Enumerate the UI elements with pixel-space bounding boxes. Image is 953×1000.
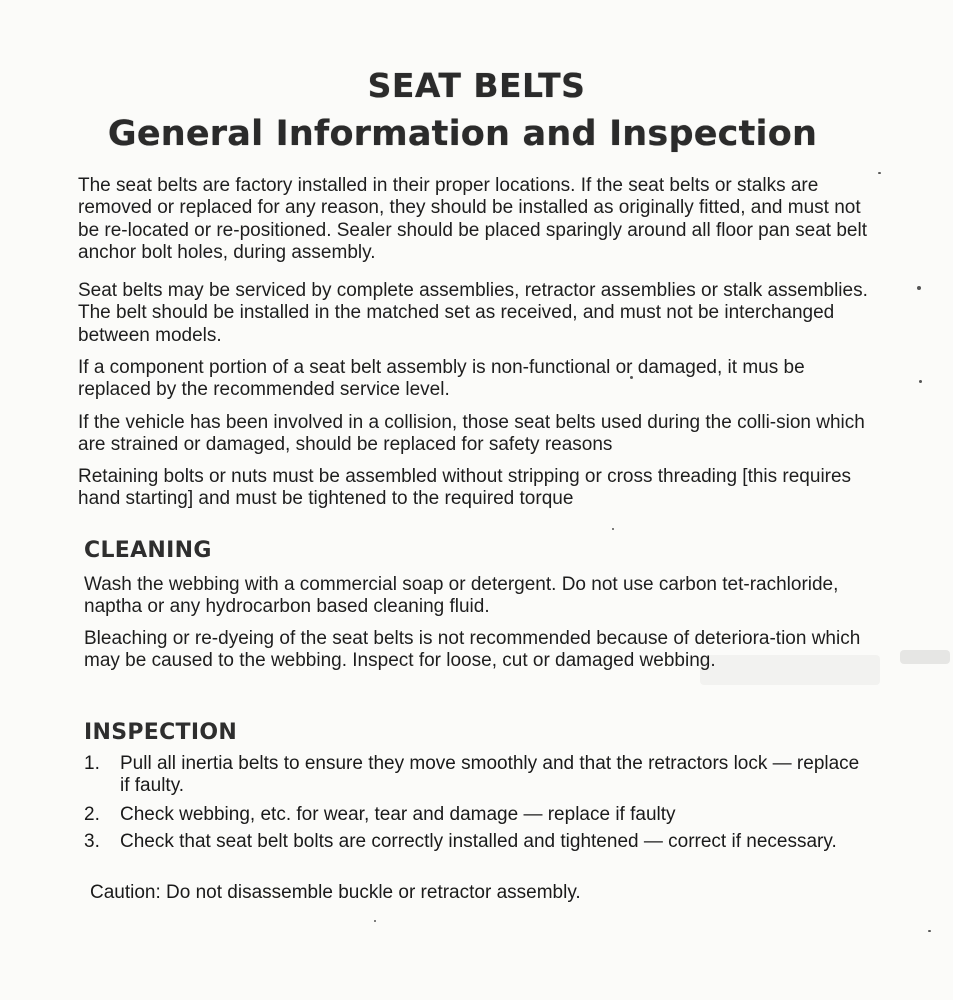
inspection-heading: INSPECTION — [84, 720, 238, 745]
intro-paragraph-2: Seat belts may be serviced by complete assemblies, retractor assemblies or stalk assemblies. The belt should be installed in the matched set as received, and must not be interchanged between models. — [78, 280, 868, 346]
cleaning-heading: CLEANING — [84, 538, 212, 563]
scan-speck — [612, 528, 614, 530]
intro-paragraph-3: If a component portion of a seat belt assembly is non-functional or damaged, it mus be replaced by the recommended service level. — [78, 357, 805, 401]
intro-paragraph-1: The seat belts are factory installed in their proper locations. If the seat belts or stalks are removed or replaced for any reason, they should be installed as originally fitted, and must not be re-located or re-positioned. Sealer should be placed sparingly around all floor pan seat belt anchor bolt holes, during assembly. — [78, 175, 867, 264]
intro-paragraph-4: If the vehicle has been involved in a collision, those seat belts used during the colli-sion which are strained or damaged, should be replaced for safety reasons — [78, 412, 865, 456]
caution-note: Caution: Do not disassemble buckle or retractor assembly. — [90, 882, 581, 903]
page-title: SEAT BELTS — [367, 66, 586, 105]
list-text: Pull all inertia belts to ensure they move smoothly and that the retractors lock — replace if faulty. — [120, 753, 860, 797]
scan-smudge — [900, 650, 950, 664]
cleaning-paragraph-1: Wash the webbing with a commercial soap or detergent. Do not use carbon tet-rachloride, naptha or any hydrocarbon based cleaning fluid. — [84, 574, 839, 618]
list-text: Check that seat belt bolts are correctly installed and tightened — correct if necessary. — [120, 831, 837, 852]
scan-speck — [878, 172, 881, 174]
cleaning-paragraph-2: Bleaching or re-dyeing of the seat belts is not recommended because of deteriora-tion which may be caused to the webbing. Inspect for loose, cut or damaged webbing. — [84, 628, 861, 672]
intro-paragraph-5: Retaining bolts or nuts must be assembled without stripping or cross threading [this requires hand starting] and must be tightened to the required torque — [78, 466, 852, 510]
list-number: 2. — [84, 804, 100, 825]
page-subtitle: General Information and Inspection — [107, 114, 818, 154]
scan-speck — [919, 380, 922, 383]
scan-speck — [374, 920, 376, 922]
list-number: 1. — [84, 753, 100, 774]
scan-speck — [917, 286, 921, 290]
list-text: Check webbing, etc. for wear, tear and damage — replace if faulty — [120, 804, 676, 825]
scan-speck — [928, 930, 931, 932]
list-number: 3. — [84, 831, 100, 852]
